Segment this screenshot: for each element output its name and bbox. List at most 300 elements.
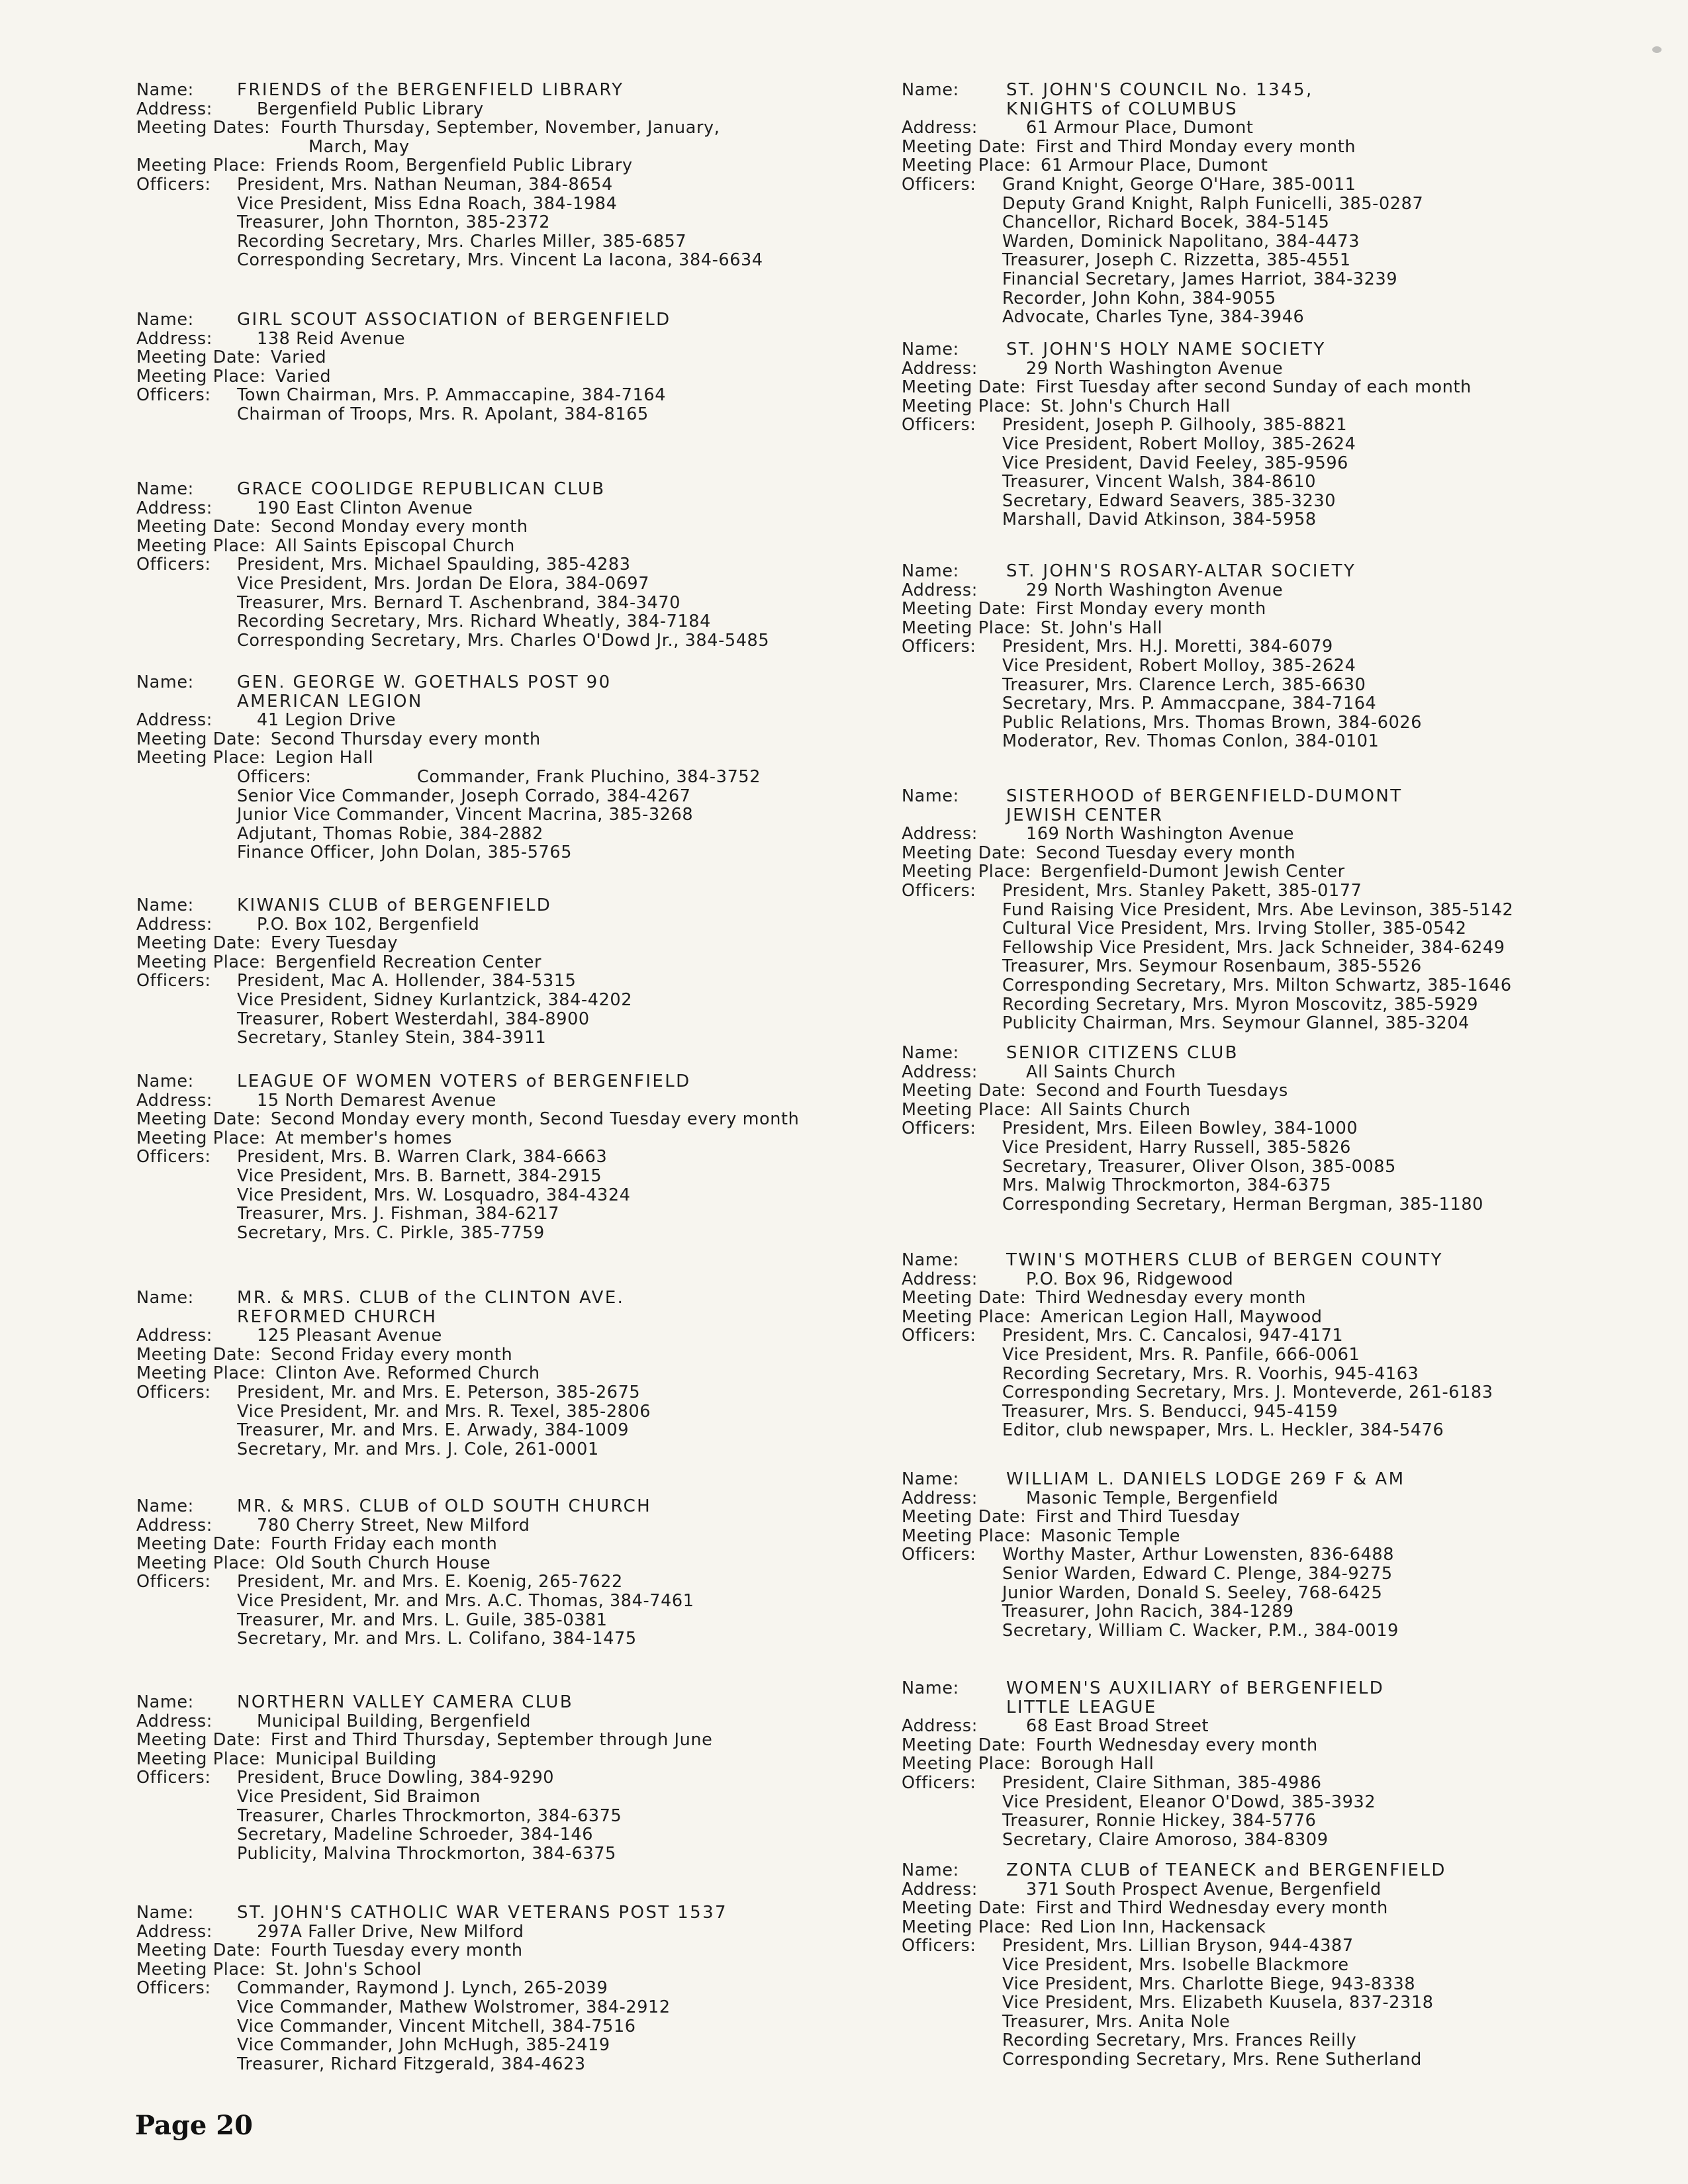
officer-line <box>902 2031 1636 2050</box>
officer-line <box>136 175 871 195</box>
address-label: Address: <box>902 118 978 138</box>
organization-entry <box>902 562 1636 751</box>
meeting-date-line <box>902 138 1636 157</box>
officer-entry: Treasurer, Vincent Walsh, 384-8610 <box>1002 472 1317 492</box>
meeting-date-value: First Monday every month <box>1036 599 1266 619</box>
officer-line <box>136 1421 871 1440</box>
officer-entry: Senior Warden, Edward C. Plenge, 384-9275 <box>1002 1563 1393 1584</box>
org-name-label: Name: <box>902 1043 959 1063</box>
meeting-place-value: All Saints Church <box>1041 1099 1191 1120</box>
officers-label: Officers: <box>136 1768 211 1788</box>
address-line <box>902 1880 1636 1899</box>
org-name-line <box>902 1679 1636 1698</box>
address-value: 297A Faller Drive, New Milford <box>257 1921 524 1942</box>
meeting-place-label: Meeting Place: <box>902 396 1031 416</box>
meeting-place-value: Old South Church House <box>275 1553 491 1573</box>
officers-label: Officers: <box>237 766 312 787</box>
officer-entry: Treasurer, Richard Fitzgerald, 384-4623 <box>237 2054 586 2074</box>
officer-line <box>136 768 871 787</box>
org-name-label: Name: <box>136 310 194 330</box>
officer-line <box>136 631 871 651</box>
meeting-date-continued-line <box>136 138 871 157</box>
organization-entry <box>136 1693 871 1863</box>
meeting-place-value: Borough Hall <box>1041 1754 1154 1774</box>
org-name-line <box>136 81 871 100</box>
officer-line <box>902 1195 1636 1214</box>
officer-entry: Mrs. Malwig Throckmorton, 384-6375 <box>1002 1175 1332 1196</box>
officer-entry: Grand Knight, George O'Hare, 385-0011 <box>1002 174 1356 195</box>
officer-line <box>902 676 1636 695</box>
officer-entry: Vice President, David Feeley, 385-9596 <box>1002 453 1348 473</box>
officer-entry: Publicity, Malvina Throckmorton, 384-6375 <box>237 1843 616 1864</box>
meeting-date-line <box>902 844 1636 863</box>
org-name-value: LEAGUE OF WOMEN VOTERS of BERGENFIELD <box>237 1071 691 1091</box>
address-label: Address: <box>902 358 978 379</box>
officer-entry: Finance Officer, John Dolan, 385-5765 <box>237 842 573 863</box>
meeting-date-line <box>136 1731 871 1750</box>
organization-entry <box>136 310 871 424</box>
meeting-date-label: Meeting Date: <box>902 377 1027 398</box>
officers-label: Officers: <box>136 1382 211 1402</box>
meeting-date-label: Meeting Date: <box>136 1534 261 1555</box>
meeting-date-line <box>136 1535 871 1554</box>
org-name-label: Name: <box>136 1496 194 1516</box>
address-line <box>136 499 871 518</box>
org-name-value: GIRL SCOUT ASSOCIATION of BERGENFIELD <box>237 310 671 330</box>
meeting-date-label: Meeting Date: <box>136 933 261 954</box>
org-name-line <box>136 1072 871 1091</box>
organization-entry <box>136 81 871 270</box>
org-name-value: TWIN'S MOTHERS CLUB of BERGEN COUNTY <box>1006 1250 1443 1270</box>
officer-line <box>902 1811 1636 1831</box>
officer-entry: President, Mrs. Nathan Neuman, 384-8654 <box>237 174 613 195</box>
officer-line <box>136 2036 871 2055</box>
officer-entry: President, Mac A. Hollender, 384-5315 <box>237 971 577 991</box>
org-name-value: WILLIAM L. DANIELS LODGE 269 F & AM <box>1006 1469 1405 1489</box>
officer-entry: Recording Secretary, Mrs. Frances Reilly <box>1002 2030 1357 2051</box>
meeting-date-value: Fourth Wednesday every month <box>1036 1735 1318 1755</box>
org-name-value: SENIOR CITIZENS CLUB <box>1006 1043 1239 1063</box>
meeting-date-label: Meeting Date: <box>902 1898 1027 1919</box>
meeting-date-label: Meeting Date: <box>902 1735 1027 1755</box>
meeting-date-label: Meeting Date: <box>902 1288 1027 1308</box>
officer-entry: President, Bruce Dowling, 384-9290 <box>237 1768 555 1788</box>
organization-entry <box>902 340 1636 529</box>
address-value: Bergenfield Public Library <box>257 99 484 119</box>
address-line <box>902 118 1636 138</box>
officer-line <box>902 1774 1636 1793</box>
meeting-place-value: American Legion Hall, Maywood <box>1041 1306 1323 1327</box>
meeting-place-label: Meeting Place: <box>902 617 1031 638</box>
officer-line <box>902 1584 1636 1603</box>
officer-entry: Worthy Master, Arthur Lowensten, 836-6488 <box>1002 1545 1395 1565</box>
officer-line <box>902 938 1636 958</box>
address-label: Address: <box>136 1711 212 1731</box>
officer-entry: Treasurer, Mr. and Mrs. E. Arwady, 384-1009 <box>237 1420 630 1441</box>
meeting-date-value: Second Monday every month, Second Tuesday every month <box>271 1109 800 1130</box>
meeting-place-label: Meeting Place: <box>136 535 266 556</box>
officer-entry: Treasurer, Mrs. Seymour Rosenbaum, 385-5526 <box>1002 956 1422 977</box>
officer-entry: Treasurer, Mrs. Anita Nole <box>1002 2011 1231 2032</box>
org-name-line <box>136 1497 871 1516</box>
org-name-label: Name: <box>136 672 194 692</box>
meeting-date-line <box>902 1081 1636 1101</box>
officer-line <box>902 995 1636 1015</box>
officer-entry: Advocate, Charles Tyne, 384-3946 <box>1002 307 1305 328</box>
officer-line <box>136 1167 871 1186</box>
officer-entry: President, Mrs. B. Warren Clark, 384-6663 <box>237 1147 608 1167</box>
officers-label: Officers: <box>902 174 976 195</box>
address-label: Address: <box>902 1879 978 1899</box>
officer-entry: President, Mrs. Lillian Bryson, 944-4387 <box>1002 1936 1354 1956</box>
meeting-date-label: Meeting Dates: <box>136 118 271 138</box>
org-name-continued-line <box>902 1698 1636 1717</box>
address-value: 125 Pleasant Avenue <box>257 1326 442 1346</box>
address-label: Address: <box>136 1515 212 1535</box>
meeting-date-label: Meeting Date: <box>136 729 261 749</box>
meeting-date-value: Second and Fourth Tuesdays <box>1036 1081 1288 1101</box>
meeting-date-line <box>136 1110 871 1129</box>
org-name-value: SISTERHOOD of BERGENFIELD-DUMONT <box>1006 786 1403 806</box>
officer-entry: Senior Vice Commander, Joseph Corrado, 384-4267 <box>237 786 691 806</box>
meeting-place-label: Meeting Place: <box>136 1553 266 1573</box>
officer-line <box>136 1807 871 1826</box>
meeting-place-line <box>902 1101 1636 1120</box>
officer-line <box>136 1224 871 1243</box>
meeting-date-value: Fourth Tuesday every month <box>271 1940 523 1961</box>
organization-entry <box>136 896 871 1048</box>
org-name-label: Name: <box>902 80 959 100</box>
officer-entry: Secretary, William C. Wacker, P.M., 384-0019 <box>1002 1620 1399 1641</box>
meeting-place-line <box>902 1918 1636 1937</box>
officers-label: Officers: <box>902 1772 976 1793</box>
officer-entry: Treasurer, Mrs. Clarence Lerch, 385-6630 <box>1002 674 1366 695</box>
officer-line <box>902 1621 1636 1641</box>
officers-label: Officers: <box>136 1572 211 1592</box>
address-value: 29 North Washington Avenue <box>1026 358 1284 379</box>
officer-line <box>136 787 871 806</box>
officer-line <box>136 1768 871 1788</box>
org-name-label: Name: <box>136 479 194 499</box>
address-label: Address: <box>902 824 978 844</box>
officer-line <box>902 1831 1636 1850</box>
officer-entry: Vice President, Mrs. Charlotte Biege, 943-8338 <box>1002 1974 1416 1994</box>
org-name-line <box>136 896 871 915</box>
officers-label: Officers: <box>136 971 211 991</box>
officer-entry: Vice Commander, Mathew Wolstromer, 384-2912 <box>237 1997 671 2017</box>
org-name-label: Name: <box>902 1250 959 1270</box>
organization-entry <box>136 1072 871 1242</box>
officer-entry: Editor, club newspaper, Mrs. L. Heckler, 384-5476 <box>1002 1420 1444 1441</box>
address-label: Address: <box>902 580 978 600</box>
address-label: Address: <box>902 1488 978 1508</box>
org-name-label: Name: <box>902 786 959 806</box>
officer-entry: Corresponding Secretary, Herman Bergman, 385-1180 <box>1002 1194 1483 1214</box>
officers-label: Officers: <box>136 174 211 195</box>
officer-entry: Treasurer, Robert Westerdahl, 384-8900 <box>237 1009 590 1029</box>
meeting-place-value: St. John's Hall <box>1041 617 1163 638</box>
officer-entry: Deputy Grand Knight, Ralph Funicelli, 385-0287 <box>1002 193 1424 214</box>
organization-entry <box>902 1470 1636 1640</box>
officer-entry: Recording Secretary, Mrs. R. Voorhis, 945-4163 <box>1002 1363 1419 1384</box>
officer-line <box>902 976 1636 995</box>
meeting-place-label: Meeting Place: <box>902 1525 1031 1546</box>
meeting-place-line <box>136 1364 871 1383</box>
address-label: Address: <box>136 99 212 119</box>
org-name-line <box>136 1693 871 1712</box>
meeting-place-line <box>136 1129 871 1148</box>
organization-entry <box>902 787 1636 1033</box>
officer-entry: Town Chairman, Mrs. P. Ammaccapine, 384-7164 <box>237 385 667 406</box>
address-line <box>902 359 1636 379</box>
meeting-date-line <box>136 118 871 138</box>
meeting-place-label: Meeting Place: <box>902 1099 1031 1120</box>
org-name-value: KIWANIS CLUB of BERGENFIELD <box>237 895 552 915</box>
officer-line <box>136 1825 871 1844</box>
officers-label: Officers: <box>902 1936 976 1956</box>
meeting-place-value: St. John's School <box>275 1959 422 1979</box>
meeting-place-value: Friends Room, Bergenfield Public Library <box>275 156 633 176</box>
officer-line <box>902 1545 1636 1565</box>
officer-line <box>136 1148 871 1167</box>
officer-entry: Treasurer, Charles Throckmorton, 384-6375 <box>237 1805 622 1826</box>
org-name-value: ST. JOHN'S HOLY NAME SOCIETY <box>1006 340 1326 359</box>
officer-entry: Vice President, Mrs. Jordan De Elora, 384-0697 <box>237 573 650 594</box>
officer-entry: Secretary, Mrs. C. Pirkle, 385-7759 <box>237 1222 545 1243</box>
address-value: Masonic Temple, Bergenfield <box>1026 1488 1279 1508</box>
meeting-place-value: St. John's Church Hall <box>1041 396 1231 416</box>
officer-line <box>902 1421 1636 1440</box>
officer-entry: Corresponding Secretary, Mrs. Milton Schwartz, 385-1646 <box>1002 975 1512 995</box>
officer-line <box>136 594 871 613</box>
officer-entry: Vice President, Sidney Kurlantzick, 384-4202 <box>237 989 633 1010</box>
officer-entry: Vice President, Mrs. W. Losquadro, 384-4324 <box>237 1185 631 1205</box>
meeting-date-line <box>902 378 1636 397</box>
org-name-continued-value: JEWISH CENTER <box>1006 805 1164 825</box>
org-name-label: Name: <box>902 1678 959 1698</box>
meeting-date-label: Meeting Date: <box>136 347 261 368</box>
officer-entry: Vice President, Mrs. Isobelle Blackmore <box>1002 1954 1349 1975</box>
officer-line <box>902 308 1636 327</box>
officer-line <box>136 805 871 825</box>
officer-line <box>136 1440 871 1459</box>
officer-line <box>902 694 1636 713</box>
meeting-date-label: Meeting Date: <box>902 1507 1027 1527</box>
meeting-place-value: Clinton Ave. Reformed Church <box>275 1363 540 1384</box>
address-value: 61 Armour Place, Dumont <box>1026 118 1254 138</box>
meeting-place-line <box>136 1554 871 1573</box>
address-label: Address: <box>902 1269 978 1289</box>
address-value: 41 Legion Drive <box>257 710 397 731</box>
org-name-label: Name: <box>136 1692 194 1712</box>
meeting-date-label: Meeting Date: <box>902 1081 1027 1101</box>
address-line <box>136 100 871 119</box>
officer-line <box>136 232 871 251</box>
meeting-place-value: Legion Hall <box>275 748 374 768</box>
officer-entry: Junior Warden, Donald S. Seeley, 768-6425 <box>1002 1582 1383 1603</box>
meeting-date-value: First and Third Tuesday <box>1036 1507 1241 1527</box>
officers-label: Officers: <box>902 1118 976 1139</box>
organization-entry <box>136 480 871 650</box>
meeting-place-line <box>136 749 871 768</box>
address-line <box>902 1270 1636 1289</box>
officer-entry: Secretary, Stanley Stein, 384-3911 <box>237 1028 547 1048</box>
officer-entry: Corresponding Secretary, Mrs. Rene Sutherland <box>1002 2049 1422 2070</box>
officer-entry: Treasurer, Joseph C. Rizzetta, 385-4551 <box>1002 250 1351 271</box>
org-name-continued-line <box>136 692 871 711</box>
officer-line <box>902 1138 1636 1158</box>
officer-entry: Vice President, Mrs. B. Barnett, 384-2915 <box>237 1165 602 1186</box>
officer-entry: Recording Secretary, Mrs. Richard Wheatly, 384-7184 <box>237 612 711 632</box>
officer-entry: Vice President, Robert Molloy, 385-2624 <box>1002 655 1356 676</box>
meeting-date-value: First Tuesday after second Sunday of each month <box>1036 377 1472 398</box>
meeting-date-value: First and Third Monday every month <box>1036 136 1356 157</box>
meeting-place-line <box>902 619 1636 638</box>
officer-entry: Junior Vice Commander, Vincent Macrina, 385-3268 <box>237 805 694 825</box>
org-name-value: GEN. GEORGE W. GOETHALS POST 90 <box>237 672 612 692</box>
officer-entry: Commander, Raymond J. Lynch, 265-2039 <box>237 1978 608 1999</box>
officer-line <box>902 2013 1636 2032</box>
officer-entry: Public Relations, Mrs. Thomas Brown, 384-6026 <box>1002 712 1423 733</box>
officers-label: Officers: <box>136 1147 211 1167</box>
officer-line <box>136 825 871 844</box>
officer-line <box>902 175 1636 195</box>
org-name-line <box>902 787 1636 806</box>
officer-line <box>902 416 1636 435</box>
meeting-date-value: Every Tuesday <box>271 933 399 954</box>
officer-line <box>902 1345 1636 1365</box>
officer-entry: President, Joseph P. Gilhooly, 385-8821 <box>1002 415 1348 435</box>
officer-entry: Corresponding Secretary, Mrs. Vincent La Iacona, 384-6634 <box>237 250 763 271</box>
org-name-value: WOMEN'S AUXILIARY of BERGENFIELD <box>1006 1678 1385 1698</box>
officer-line <box>902 1158 1636 1177</box>
officer-entry: Adjutant, Thomas Robie, 384-2882 <box>237 823 543 844</box>
officer-line <box>902 1119 1636 1138</box>
address-value: 29 North Washington Avenue <box>1026 580 1284 600</box>
officer-line <box>902 195 1636 214</box>
officer-entry: Corresponding Secretary, Mrs. J. Monteverde, 261-6183 <box>1002 1383 1493 1403</box>
paper-mark <box>1652 46 1662 53</box>
officer-line <box>136 972 871 991</box>
meeting-place-label: Meeting Place: <box>902 862 1031 882</box>
officer-line <box>136 612 871 631</box>
org-name-continued-value: REFORMED CHURCH <box>237 1306 438 1327</box>
officer-line <box>902 1975 1636 1994</box>
meeting-place-value: All Saints Episcopal Church <box>275 535 515 556</box>
org-name-label: Name: <box>136 895 194 915</box>
officer-line <box>902 232 1636 251</box>
meeting-date-label: Meeting Date: <box>902 599 1027 619</box>
meeting-place-value: Varied <box>275 366 332 387</box>
meeting-date-line <box>902 1289 1636 1308</box>
officer-line <box>136 843 871 862</box>
org-name-label: Name: <box>136 1288 194 1308</box>
organization-entry <box>902 1861 1636 2070</box>
meeting-date-value: Fourth Friday each month <box>271 1534 498 1555</box>
org-name-continued-line <box>902 806 1636 825</box>
org-name-continued-value: LITTLE LEAGUE <box>1006 1697 1157 1717</box>
officer-line <box>902 732 1636 751</box>
address-label: Address: <box>136 1921 212 1942</box>
officers-label: Officers: <box>136 1978 211 1999</box>
org-name-line <box>136 310 871 330</box>
officer-line <box>136 1998 871 2017</box>
officer-line <box>902 1793 1636 1812</box>
officer-entry: Vice President, Mrs. R. Panfile, 666-0061 <box>1002 1344 1360 1365</box>
address-label: Address: <box>136 498 212 518</box>
meeting-place-line <box>902 1527 1636 1546</box>
officer-entry: President, Claire Sithman, 385-4986 <box>1002 1772 1322 1793</box>
meeting-place-value: Bergenfield-Dumont Jewish Center <box>1041 862 1345 882</box>
officer-line <box>902 1565 1636 1584</box>
officer-line <box>136 2055 871 2074</box>
meeting-date-value: Fourth Thursday, September, November, January, <box>281 118 720 138</box>
officer-line <box>136 1186 871 1205</box>
meeting-date-line <box>902 1736 1636 1755</box>
officer-entry: Corresponding Secretary, Mrs. Charles O'Dowd Jr., 384-5485 <box>237 630 770 651</box>
org-name-line <box>902 1470 1636 1489</box>
organization-entry <box>902 1679 1636 1849</box>
officer-entry: Secretary, Treasurer, Oliver Olson, 385-0085 <box>1002 1156 1396 1177</box>
organization-entry <box>136 673 871 862</box>
address-line <box>136 330 871 349</box>
meeting-place-line <box>902 1754 1636 1774</box>
meeting-date-line <box>136 730 871 749</box>
officer-entry: Secretary, Madeline Schroeder, 384-146 <box>237 1825 594 1845</box>
officer-line <box>136 555 871 574</box>
meeting-place-label: Meeting Place: <box>902 156 1031 176</box>
officers-label: Officers: <box>902 415 976 435</box>
org-name-value: GRACE COOLIDGE REPUBLICAN CLUB <box>237 479 606 499</box>
meeting-date-value: First and Third Thursday, September through June <box>271 1730 713 1751</box>
officer-line <box>902 901 1636 920</box>
meeting-place-line <box>136 537 871 556</box>
page-number: Page 20 <box>135 2110 253 2141</box>
meeting-place-label: Meeting Place: <box>136 1749 266 1769</box>
org-name-line <box>902 1044 1636 1063</box>
meeting-place-label: Meeting Place: <box>136 366 266 387</box>
meeting-place-label: Meeting Place: <box>136 1363 266 1384</box>
org-name-line <box>902 562 1636 581</box>
officer-entry: President, Mrs. H.J. Moretti, 384-6079 <box>1002 637 1333 657</box>
officer-line <box>902 435 1636 454</box>
address-label: Address: <box>136 914 212 934</box>
officer-line <box>902 1936 1636 1956</box>
org-name-value: ST. JOHN'S COUNCIL No. 1345, <box>1006 80 1313 100</box>
officer-entry: Secretary, Mr. and Mrs. J. Cole, 261-0001 <box>237 1439 599 1459</box>
org-name-line <box>902 81 1636 100</box>
meeting-date-line <box>136 518 871 537</box>
officer-line <box>136 1028 871 1048</box>
officer-line <box>902 919 1636 938</box>
officer-line <box>902 1176 1636 1195</box>
officer-line <box>902 882 1636 901</box>
officer-line <box>136 195 871 214</box>
org-name-label: Name: <box>902 561 959 581</box>
meeting-date-line <box>902 1508 1636 1527</box>
officer-entry: Treasurer, Mrs. S. Benducci, 945-4159 <box>1002 1401 1338 1422</box>
officer-entry: President, Mrs. Eileen Bowley, 384-1000 <box>1002 1118 1358 1139</box>
org-name-value: ST. JOHN'S ROSARY-ALTAR SOCIETY <box>1006 561 1356 581</box>
officer-entry: Chancellor, Richard Bocek, 384-5145 <box>1002 212 1330 233</box>
officer-line <box>902 1993 1636 2013</box>
officers-label: Officers: <box>902 1326 976 1346</box>
organization-entry <box>136 1497 871 1649</box>
org-name-line <box>136 1903 871 1923</box>
officer-line <box>136 213 871 232</box>
meeting-date-line <box>136 1941 871 1960</box>
officer-line <box>902 713 1636 733</box>
